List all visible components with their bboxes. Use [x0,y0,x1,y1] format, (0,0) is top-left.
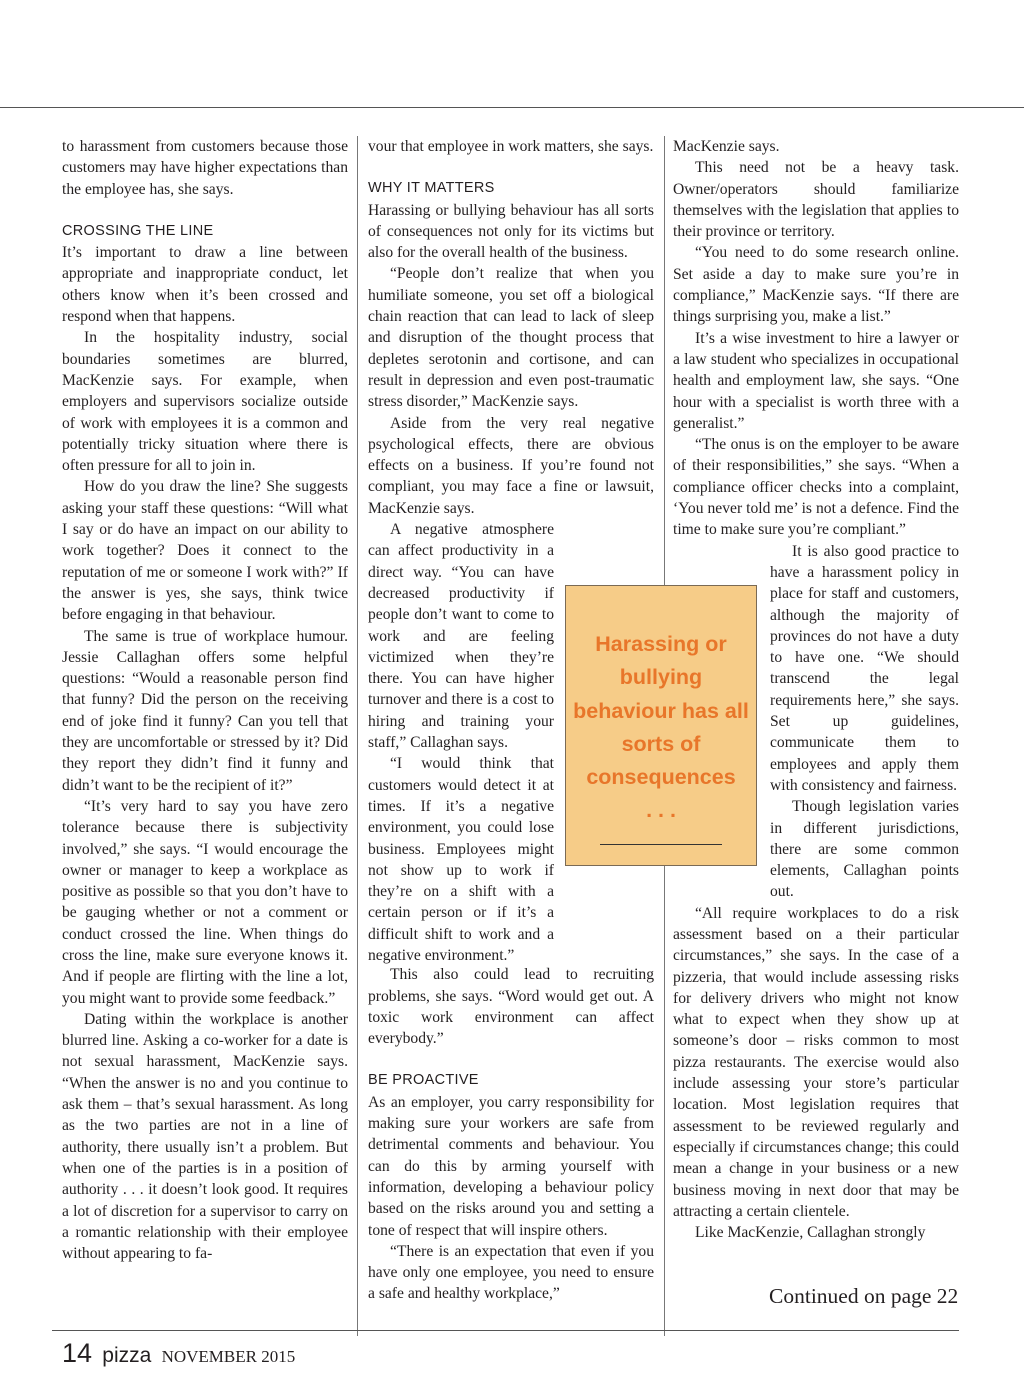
paragraph: Aside from the very real negative psychological effects, there are obvious effects on a business. If you’re found not compliant, you may face a fine or lawsuit, MacKenzie says. [368,414,654,517]
paragraph: “I would think that customers would detect it at times. If it’s a negative environment, you could lose business. Employees might not show up to work if they’re on a shift with a certain person or if it’s a difficult shift to work and a negative environment.” [368,755,554,964]
page-number: 14 [62,1338,93,1368]
paragraph: vour that employee in work matters, she says. [368,138,654,155]
paragraph: It is also good practice to have a harassment policy in place for staff and customers, although the majority of provinces do not have a duty to have one. “We should transcend the legal requirements here,” she says. Set up guidelines, communicate them to employees and apply them with consistency and fairness. [770,542,959,794]
wrapped-text-block [368,519,554,966]
paragraph: “People don’t realize that when you humiliate someone, you set off a biological chain reaction that can lead to lack of sleep and disruption of the thought process that depletes serotonin and cortisone, and can result in depression and even post-traumatic stress disorder,” MacKenzie says. [368,265,654,411]
magazine-name: pizza [102,1344,152,1367]
paragraph: “There is an expectation that even if you have only one employee, you need to ensure a safe and healthy workplace,” [368,1242,654,1303]
continued-on-page: Continued on page 22 [769,1284,959,1308]
pull-quote-ellipsis: . . . [646,798,676,823]
paragraph: Dating within the workplace is another blurred line. Asking a co-worker for a date is not sexual harassment, MacKenzie says. “When the answer is no and you continue to ask them – that’s sexual harassment. As long as the two parties are not in a line of authority, there usually isn’t a problem. But when one of the parties is in a position of authority . . . it doesn’t look good. It requires a lot of discretion for a supervisor to carry on a romantic relationship with their employee without appearing to fa- [62,1010,348,1263]
paragraph: to harassment from customers because those customers may have higher expectations than the employee has, she says. [62,138,348,198]
bottom-rule [52,1330,959,1331]
section-heading-crossing-the-line: CROSSING THE LINE [62,222,214,239]
top-rule [0,107,1024,108]
paragraph: How do you draw the line? She suggests asking your staff these questions: “Will what I say or do have an impact on our ability to work together? Does it connect to the reputation of me or someone I work with?” If the answer is yes, she says, think twice before engaging in that behaviour. [62,478,348,624]
paragraph: Harassing or bullying behaviour has all sorts of consequences not only for its victims but also for the overall health of the business. [368,201,654,262]
paragraph: “It’s very hard to say you have zero tolerance because there is subjectivity involved,” she says. “I would encourage the owner or manager to keep a workplace as positive as possible so that you don’t have to be gauging whether or not a comment or conduct crossed the line. When things do cross the line, make sure everyone knows it. And if people are flirting with the line a lot, you might want to provide some feedback.” [62,797,348,1007]
section-heading-be-proactive: BE PROACTIVE [368,1072,479,1089]
paragraph: This need not be a heavy task. Owner/operators should familiarize themselves with the legislation that applies to their province or territory. [673,159,959,241]
paragraph: It’s a wise investment to hire a lawyer or a law student who specializes in occupational health and employment law, she says. “One hour with a specialist is worth three with a generalist.” [673,329,959,432]
page-footer [62,1338,295,1369]
pull-quote-text: Harassing or bullying behaviour has all sorts of consequences [573,632,749,790]
paragraph: In the hospitality industry, social boundaries sometimes are blurred, MacKenzie says. For example, when employers and supervisors socialize outside of work with employees it is a common and potentially tricky situation where there is often pressure for all to join in. [62,329,348,475]
paragraph: “All require workplaces to do a risk assessment based on a their particular circumstances,” she says. In the case of a pizzeria, that would include assessing risks for delivery drivers who might not know what to expect when they show up at someone’s door – risks common to most pizza restaurants. The exercise would also include assessing your store’s particular location. Most legislation requires that assessment to be reviewed regularly and especially if circumstances change; this could mean a change in your business or a new business moving in next door that may be attracting a certain clientele. [673,904,959,1220]
pull-quote-rule [600,844,722,845]
paragraph: A negative atmosphere can affect productivity in a direct way. “You can have decreased productivity if people don’t want to come to work and are feeling victimized when they’re there. You can have higher turnover and there is a cost to hiring and training your staff,” Callaghan says. [368,521,554,752]
paragraph: The same is true of workplace humour. Jessie Callaghan offers some helpful questions: “Would a reasonable person find that funny? Did the person on the receiving end of joke find it funny? Can you tell that they are uncomfortable or stressed by it? Did they report they didn’t find it funny and didn’t want to be the recipient of it?” [62,627,348,794]
paragraph: It’s important to draw a line between appropriate and inappropriate conduct, let others know when it’s been crossed and respond when that happens. [62,244,348,326]
paragraph: Like MacKenzie, Callaghan strongly [695,1224,926,1242]
pull-quote [565,585,757,866]
paragraph: “You need to do some research online. Set aside a day to make sure you’re in compliance,” MacKenzie says. “If there are things surprising you, make a list.” [673,244,959,326]
paragraph: Though legislation varies in different jurisdictions, there are some common elements, Callaghan points out. [770,798,959,901]
paragraph: As an employer, you carry responsibility for making sure your workers are safe from detrimental comments and behaviour. You can do this by arming yourself with information, developing a behaviour policy based on the risks around you and setting a tone of respect that will inspire others. [368,1093,654,1239]
issue-date: NOVEMBER 2015 [161,1347,296,1366]
paragraph: “The onus is on the employer to be aware of their responsibilities,” she says. “When a compliance officer checks into a complaint, ‘You never told me’ is not a defence. Find the time to make sure you’re compliant.” [673,436,959,539]
paragraph: This also could lead to recruiting problems, she says. “Word would get out. A toxic work environment can affect everybody.” [368,966,654,1048]
paragraph: MacKenzie says. [673,138,780,155]
column-divider-1 [357,136,358,1336]
section-heading-why-it-matters: WHY IT MATTERS [368,180,495,197]
column-1 [62,136,348,1264]
